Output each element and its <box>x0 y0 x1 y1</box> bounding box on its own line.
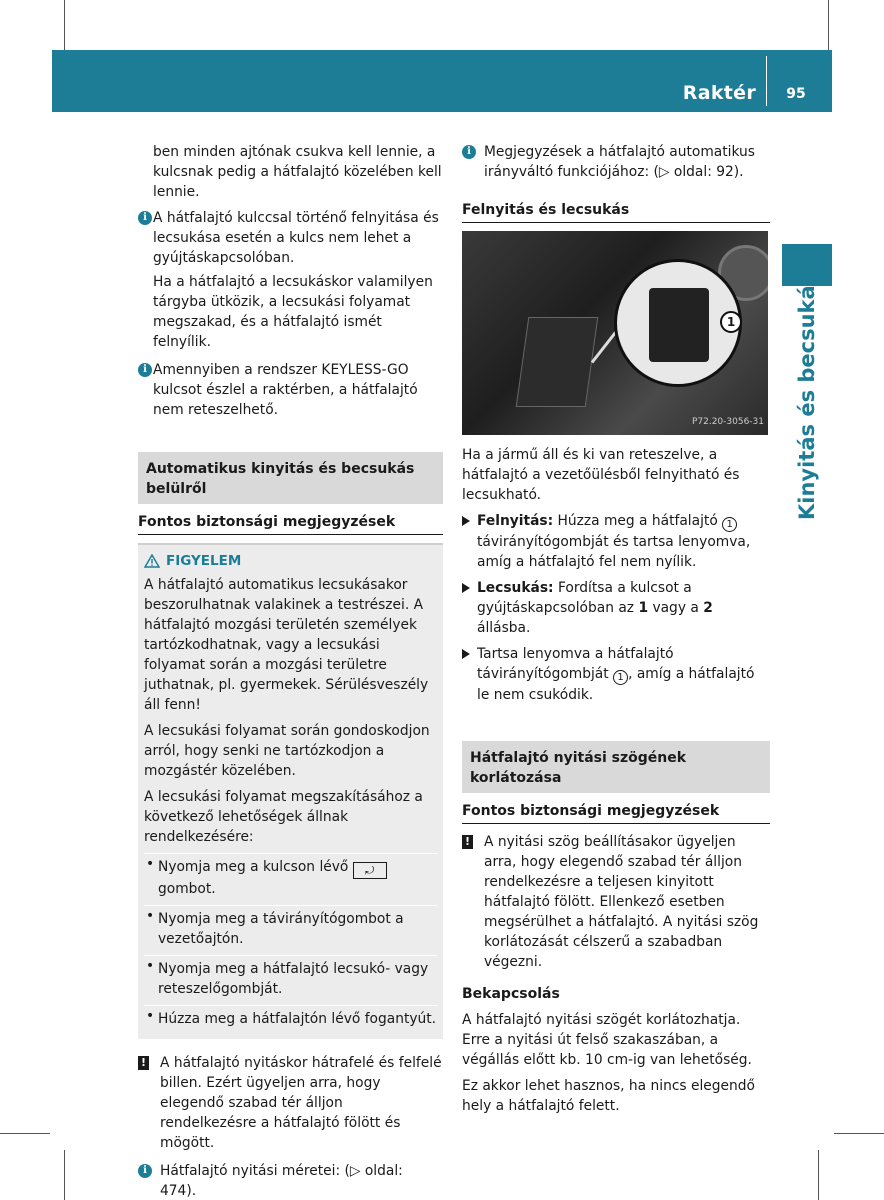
door-panel <box>516 317 599 407</box>
step-item: Lecsukás: Fordítsa a kulcsot a gyújtáskapcsolóban az 1 vagy a 2 állásba. <box>462 578 770 638</box>
arrow-icon <box>462 516 470 526</box>
step-item: Tartsa lenyomva a hátfalajtó távirányítógombját 1 , amíg a hátfalajtó le nem csukódik. <box>462 644 770 705</box>
warning-header <box>144 551 437 571</box>
bullet-icon: • <box>146 1008 155 1024</box>
bullet-icon: • <box>146 856 155 872</box>
info-icon: i <box>138 363 152 377</box>
right-column <box>462 142 770 1122</box>
exclamation-icon: ! <box>138 1056 149 1070</box>
section-heading: Hátfalajtó nyitási szögének korlátozása <box>462 741 770 793</box>
page-number: 95 <box>786 86 806 102</box>
chapter-label: Kinyitás és becsukás <box>795 272 819 520</box>
caution-note <box>462 832 770 972</box>
bullet-icon: • <box>146 908 155 924</box>
exclamation-icon: ! <box>462 835 473 849</box>
sub-heading: Bekapcsolás <box>462 986 560 1002</box>
tailgate-switch <box>649 288 709 362</box>
key-tailgate-icon: ⤾ <box>353 862 387 879</box>
list-item: • Nyomja meg a hátfalajtó lecsukó- vagy reteszelőgombját. <box>144 955 437 999</box>
paragraph: A hátfalajtó nyitási szögét korlátozhatja. Erre a nyitási út felső szakaszában, a végállás előtt kb. 10 cm-ig van lehetőség. <box>462 1012 752 1068</box>
info-icon: i <box>138 1164 152 1178</box>
list-item: • Nyomja meg a távirányítógombot a vezetőajtón. <box>144 905 437 949</box>
note-text: A hátfalajtó kulccsal történő felnyitása és lecsukása esetén a kulcs nem lehet a gyújtáskapcsolóban. <box>153 210 439 266</box>
door-switch-photo <box>462 231 768 435</box>
warning-title: FIGYELEM <box>166 553 242 569</box>
bullet-icon: • <box>146 958 155 974</box>
crop-mark <box>834 1133 884 1134</box>
list-item: • Nyomja meg a kulcson lévő ⤾ gombot. <box>144 853 437 899</box>
note-text: Ha a hátfalajtó a lecsukáskor valamilyen tárgyba ütközik, a lecsukási folyamat megszakad, és a hátfalajtó ismét felnyílik. <box>153 274 433 350</box>
note-text: A hátfalajtó nyitáskor hátrafelé és felfelé billen. Ezért ügyeljen arra, hogy elegendő szabad tér álljon rendelkezésre a hátfalajtó fölött és mögött. <box>160 1055 442 1151</box>
crop-mark <box>64 0 65 50</box>
callout-ref: 1 <box>722 517 737 532</box>
paragraph: Ha a jármű áll és ki van reteszelve, a hátfalajtó a vezetőülésből felnyitható és lecsukható. <box>462 447 740 503</box>
callout-ref: 1 <box>613 670 628 685</box>
paragraph: ben minden ajtónak csukva kell lennie, a kulcsnak pedig a hátfalajtó közelében kell lennie. <box>153 144 442 200</box>
note-text: A nyitási szög beállításakor ügyeljen arra, hogy elegendő szabad tér álljon rendelkezésre a teljesen kinyitott hátfalajtó fölött. Ellenkező esetben megsérülhet a hátfalajtó. A nyitási szög korlátozását célszerű a szabadban végezni. <box>484 834 759 970</box>
section-title: Raktér <box>682 82 756 104</box>
info-icon: i <box>138 211 152 225</box>
note-text: Megjegyzések a hátfalajtó automatikus irányváltó funkciójához: (▷ oldal: 92). <box>484 144 755 180</box>
warning-triangle-icon <box>144 554 160 568</box>
list-item: • Húzza meg a hátfalajtón lévő fogantyút. <box>144 1005 437 1029</box>
warning-text: A hátfalajtó automatikus lecsukásakor beszorulhatnak valakinek a testrészei. A hátfalajtó mozgási területén személyek tartózkodhatnak, vagy a lecsukási folyamat során a mozgási területre juthatnak, pl. gyermekek. Sérülésveszély áll fenn! <box>144 577 429 713</box>
arrow-icon <box>462 649 470 659</box>
info-note <box>462 142 770 182</box>
crop-mark <box>828 0 829 50</box>
warning-text: A lecsukási folyamat megszakításához a következő lehetőségek állnak rendelkezésére: <box>144 789 423 845</box>
section-heading: Automatikus kinyitás és becsukás belülről <box>138 452 443 504</box>
warning-box <box>138 543 443 1039</box>
header-divider <box>766 56 767 106</box>
sub-heading: Felnyitás és lecsukás <box>462 200 770 223</box>
arrow-icon <box>462 583 470 593</box>
info-note <box>138 208 443 352</box>
paragraph: Ez akkor lehet hasznos, ha nincs elegendő hely a hátfalajtó felett. <box>462 1078 755 1114</box>
crop-mark <box>818 1150 819 1200</box>
crop-mark <box>64 1150 65 1200</box>
info-note <box>138 1161 443 1200</box>
note-text: Hátfalajtó nyitási méretei: (▷ oldal: 474). <box>160 1163 403 1199</box>
left-column <box>138 142 443 1200</box>
warning-text: A lecsukási folyamat során gondoskodjon arról, hogy senki ne tartózkodjon a mozgástér közelében. <box>144 723 430 779</box>
info-note <box>138 360 443 420</box>
sub-heading: Fontos biztonsági megjegyzések <box>462 801 770 824</box>
note-text: Amennyiben a rendszer KEYLESS-GO kulcsot észlel a raktérben, a hátfalajtó nem reteszelhető. <box>153 362 418 418</box>
step-item: Felnyitás: Húzza meg a hátfalajtó 1 távirányítógombját és tartsa lenyomva, amíg a hátfalajtó fel nem nyílik. <box>462 511 770 572</box>
sub-heading: Fontos biztonsági megjegyzések <box>138 512 443 535</box>
info-icon: i <box>462 145 476 159</box>
photo-code: P72.20-3056-31 <box>691 417 764 427</box>
caution-note <box>138 1053 443 1153</box>
crop-mark <box>0 1133 50 1134</box>
callout-number: 1 <box>720 311 742 333</box>
